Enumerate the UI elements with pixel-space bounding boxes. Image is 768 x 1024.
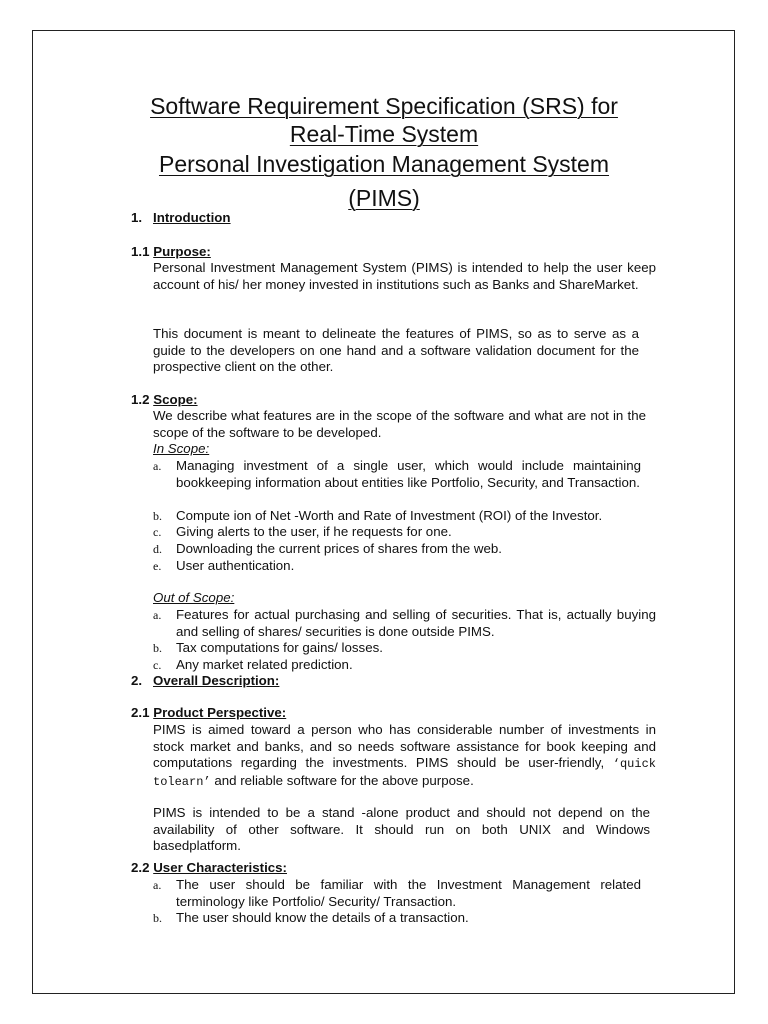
purpose-heading [131,244,211,261]
list-item [153,640,641,657]
doc-title-line-4: (PIMS) [348,185,420,211]
product-perspective-paragraph-2: PIMS is intended to be a stand -alone product and should not depend on the availability of other software. It should run on both UNIX and Windows basedplatform. [153,805,650,853]
list-item [153,458,641,491]
user-characteristics-heading [131,860,287,877]
paragraph-text: and reliable software for the above purpose. [214,772,474,788]
out-of-scope-label: Out of Scope: [153,590,235,605]
list-item [153,657,641,674]
list-marker: a. [153,459,162,473]
doc-title-line-2: Real-Time System [289,121,479,147]
section-number: 1.1 [131,244,150,259]
list-marker: b. [153,509,162,523]
list-item [153,541,641,558]
list-marker: b. [153,911,162,925]
section-title: Product Perspective: [153,705,287,720]
list-item [153,877,641,910]
list-item [153,508,641,525]
list-marker: c. [153,658,162,672]
doc-title-line-1: Software Requirement Specification (SRS) for [150,93,618,119]
scope-paragraph: We describe what features are in the scope of the software and what are not in the scope of the software to be developed. [153,408,646,440]
list-item-text: Downloading the current prices of shares from the web. [176,541,502,556]
section-number: 2.2 [131,860,150,875]
section-title: Overall Description: [153,673,280,688]
list-item [153,607,656,640]
section-title: Purpose: [153,244,211,259]
doc-title-line-3: Personal Investigation Management System [158,151,610,177]
scope-heading [131,392,198,409]
list-marker: d. [153,542,162,556]
list-marker: b. [153,641,162,655]
list-marker: c. [153,525,162,539]
list-item-text: Managing investment of a single user, which would include maintaining bookkeeping information about entities like Portfolio, Security, and Transaction. [176,458,641,490]
section-title: User Characteristics: [153,860,287,875]
list-marker: e. [153,559,162,573]
in-scope-label: In Scope: [153,441,210,456]
paragraph-text: PIMS is aimed toward a person who has considerable number of investments in stock market and banks, and so needs software assistance for book keeping and computations regarding the investments. PIMS should be user-friendly, [153,722,656,770]
section-title: Introduction [153,210,231,225]
section-number: 1. [131,210,143,225]
list-marker: a. [153,608,162,622]
list-item-text: The user should be familiar with the Investment Management related terminology like Portfolio/ Security/ Transaction. [176,877,641,909]
list-item [153,558,641,575]
list-item-text: Compute ion of Net -Worth and Rate of Investment (ROI) of the Investor. [176,508,603,523]
list-item-text: Tax computations for gains/ losses. [176,640,383,655]
product-perspective-heading [131,705,286,722]
list-item [153,910,641,927]
list-item [153,524,641,541]
section-title: Scope: [153,392,198,407]
section-1-heading [131,210,231,227]
section-number: 2. [131,673,143,688]
list-item-text: The user should know the details of a transaction. [176,910,469,925]
section-number: 1.2 [131,392,150,407]
product-perspective-paragraph-1 [153,722,656,790]
list-item-text: Giving alerts to the user, if he requests for one. [176,524,452,539]
section-number: 2.1 [131,705,150,720]
purpose-paragraph-1: Personal Investment Management System (PIMS) is intended to help the user keep account of his/ her money invested in institutions such as Banks and ShareMarket. [153,260,656,292]
list-item-text: User authentication. [176,558,295,573]
list-marker: a. [153,878,162,892]
purpose-paragraph-2: This document is meant to delineate the features of PIMS, so as to serve as a guide to the developers on one hand and a software validation document for the prospective client on the other. [153,326,639,374]
quoted-phrase: ‘quick tolearn’ [153,757,656,789]
list-item-text: Any market related prediction. [176,657,353,672]
section-2-heading [131,673,279,690]
list-item-text: Features for actual purchasing and selling of securities. That is, actually buying and selling of shares/ securities is done outside PIMS. [176,607,656,639]
